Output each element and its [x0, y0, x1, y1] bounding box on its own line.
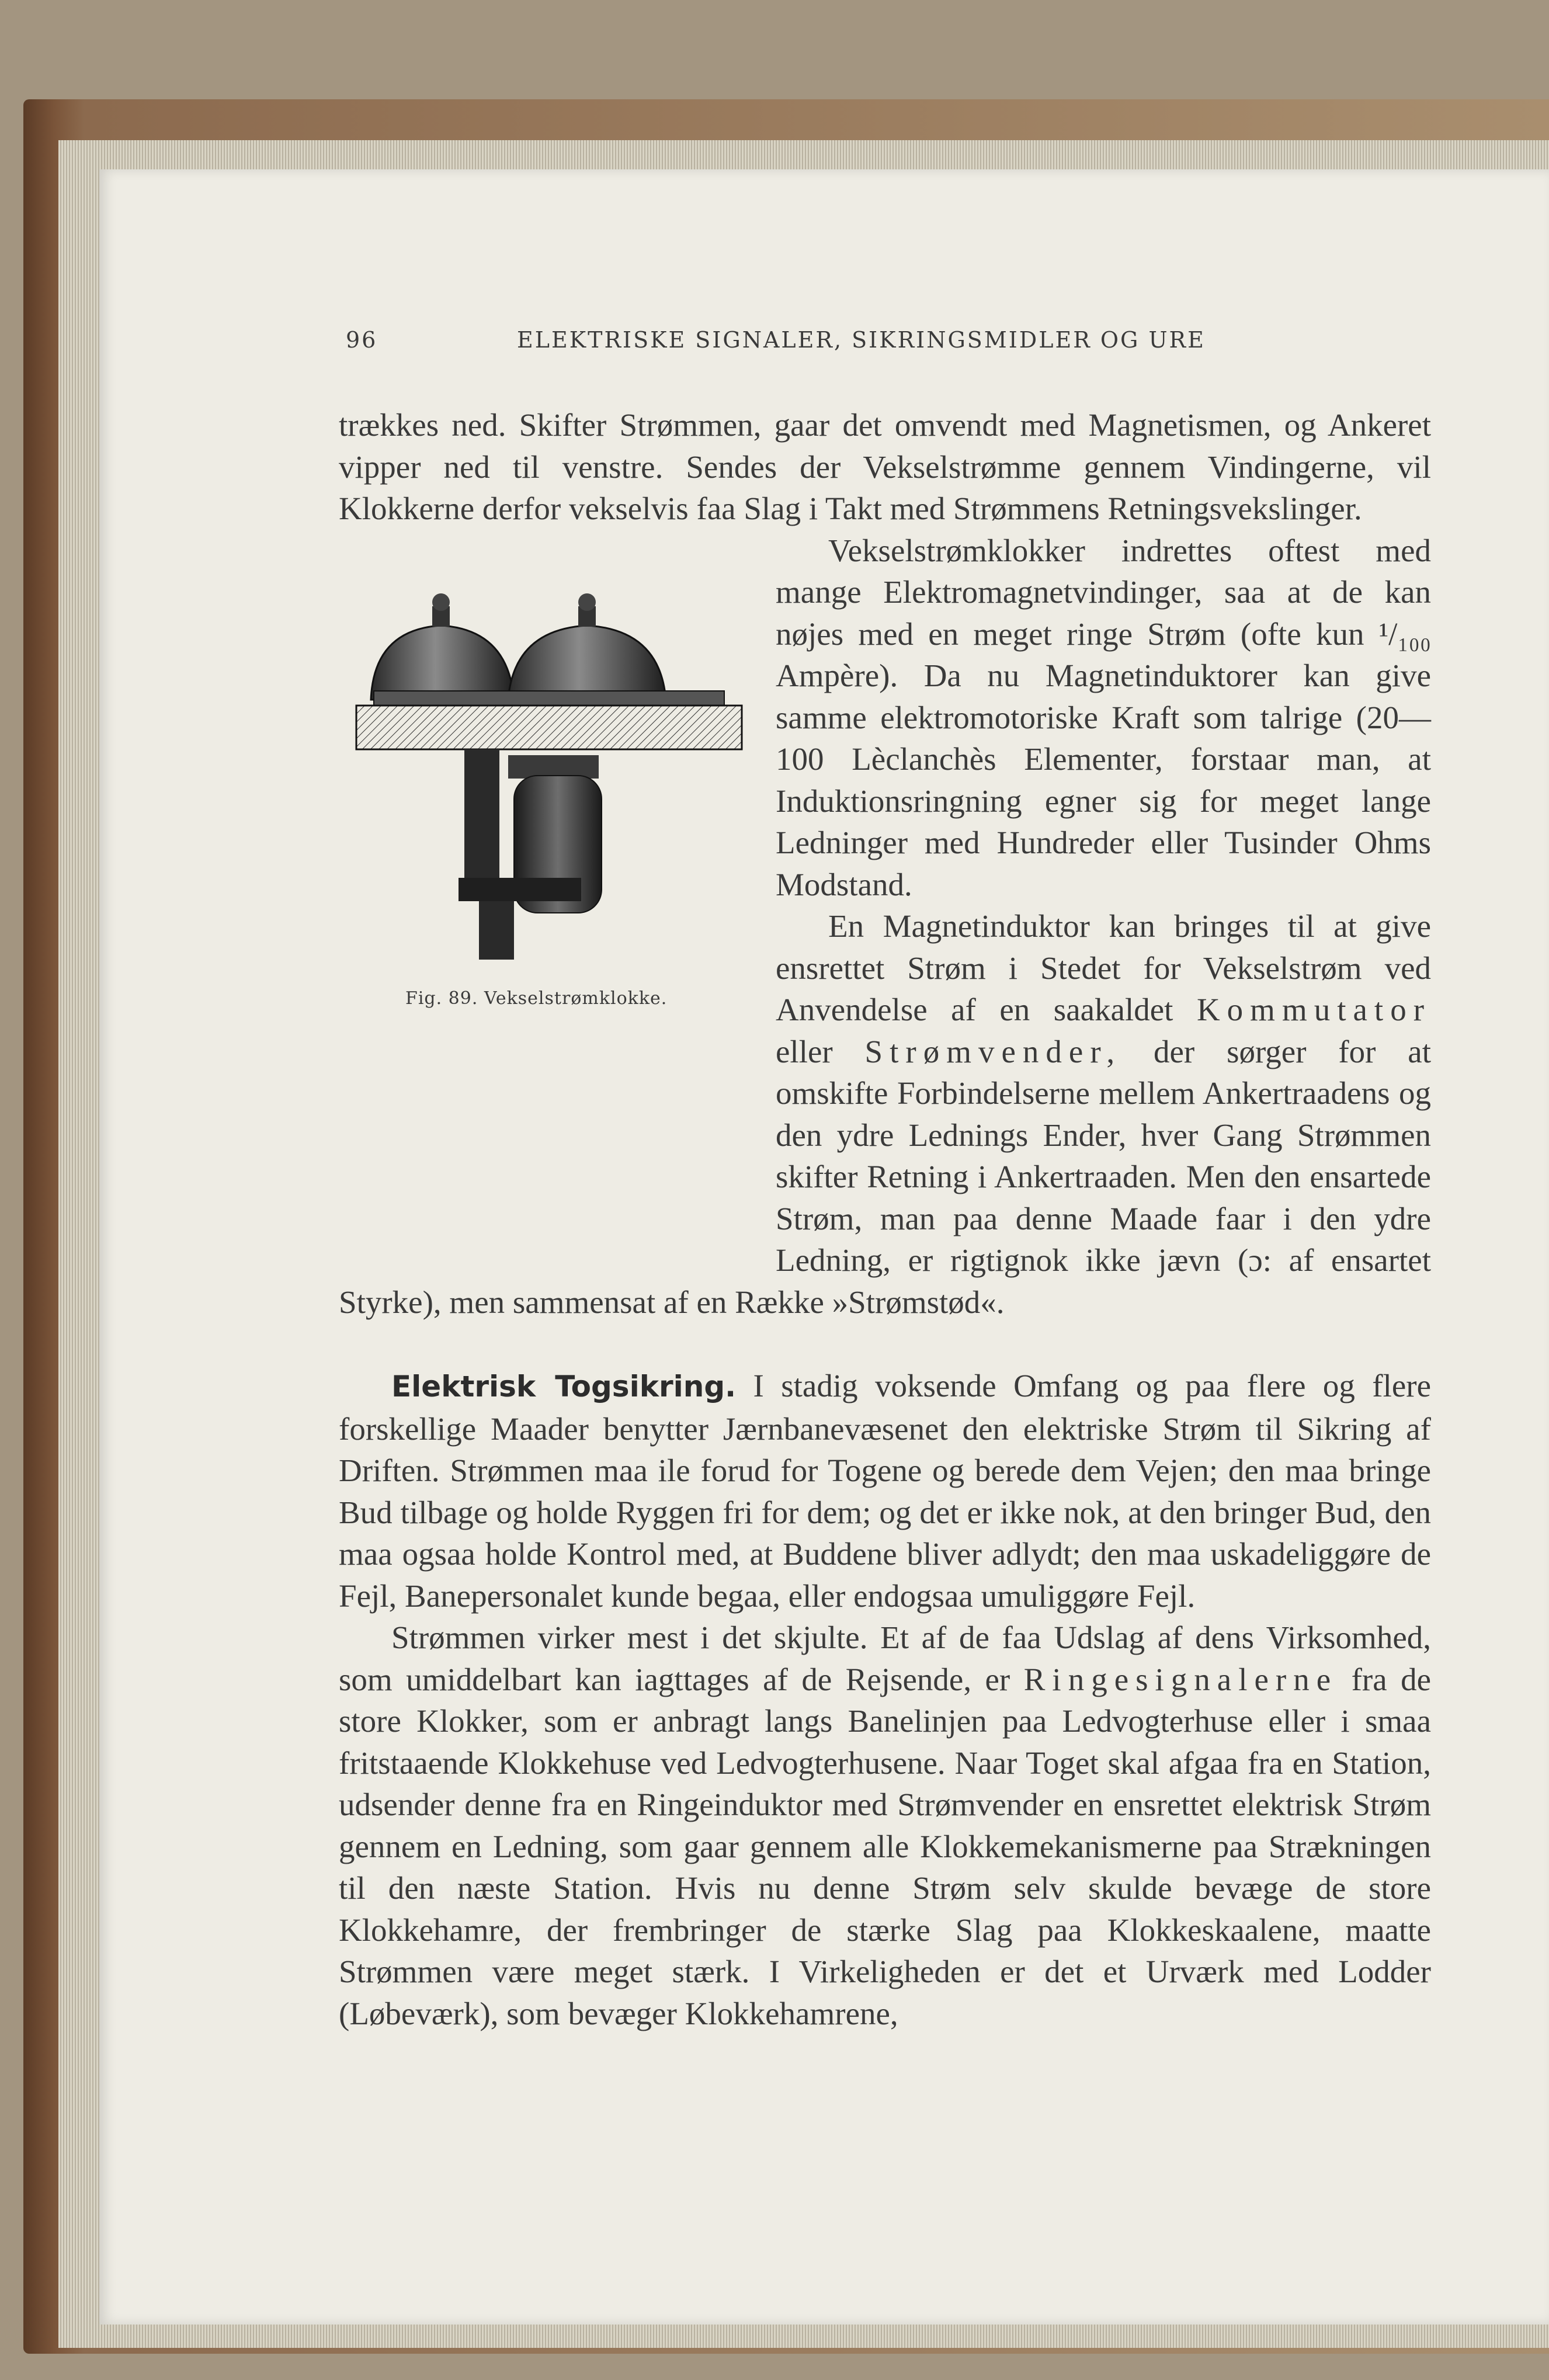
page-number: 96 — [346, 327, 378, 353]
paragraph-2: Vekselstrømklokker indrettes oftest med mange Elektromagnetvindinger, saa at de kan nøjes med en meget ringe Strøm (ofte kun ¹/₁₀₀ Ampère). Da nu Magnetinduktorer kan give samme elektromotoriske Kraft som talrige (20—100 Lèclanchès Elementer, forstaar man, at Induktionsringning egner sig for meget lange Ledninger med Hundreder eller Tusinder Ohms Modstand. — [776, 532, 1431, 902]
term-kommutator: Kommutator — [1196, 992, 1432, 1027]
figure-vekselstromklokke — [339, 530, 748, 1257]
paragraph-3-text-c: der sørger for at omskifte Forbindelserne mellem Ankertraadens og den ydre Lednings Ender, hver Gang Strømmen skifter Retning i Ankertraaden. Men den ensartede Strøm, man paa denne Maade faar i den ydre Ledning, er rigtignok ikke jævn (ɔ: af ensartet Styrke), men sammensat af en Række »Strømstød«. — [339, 1033, 1431, 1320]
page-text-area — [339, 327, 1431, 2034]
term-ringesignalerne: Ringesignalerne — [1023, 1661, 1338, 1697]
term-stromvender: Strømvender, — [864, 1033, 1122, 1069]
paragraph-5-text-b: fra de store Klokker, som er anbragt langs Banelinjen paa Ledvogterhuse eller i smaa fritstaaende Klokkehuse ved Ledvogterhusene. Naar Toget skal afgaa fra en Station, udsender denne fra en Ringeinduktor med Strømvender en ensrettet elektrisk Strøm gennem en Ledning, som gaar gennem alle Klokkemekanismerne paa Strækningen til den næste Station. Hvis nu denne Strøm selv skulde bevæge de store Klokkehamre, der frembringer de stærke Slag paa Klokkeskaalene, maatte Strømmen være meget stærk. I Virkeligheden er det et Urværk med Lodder (Løbeværk), som bevæger Klokkehamrene, — [339, 1661, 1432, 2031]
running-head — [339, 327, 1431, 362]
bell-right-icon — [508, 593, 666, 700]
bell-left-icon — [371, 593, 514, 700]
paragraph-4 — [339, 1365, 1431, 1617]
paragraph-4-text: I stadig voksende Omfang og paa flere og flere forskellige Maader benytter Jærnbanevæsenet den elektriske Strøm til Sikring af Driften. Strømmen maa ile forud for Togene og berede dem Vejen; den maa bringe Bud tilbage og holde Ryggen fri for dem; og det er ikke nok, at den bringer Bud, den maa ogsaa holde Kontrol med, at Buddene bliver adlydt; den maa uskadeliggøre de Fejl, Banepersonalet kunde begaa, eller endogsaa umuliggøre Fejl. — [339, 1368, 1431, 1614]
paragraph-5 — [339, 1617, 1431, 2034]
paragraph-3-text-b: eller — [776, 1033, 833, 1069]
paragraph-3-text-a: En Magnetinduktor kan bringes til at give ensrettet Strøm i Stedet for Vekselstrøm ved Anvendelse af en saakaldet — [776, 908, 1431, 1027]
paragraph-1: trækkes ned. Skifter Strømmen, gaar det omvendt med Magnetismen, og Ankeret vipper ned til venstre. Sendes der Vekselstrømme gennem Vindingerne, vil Klokkerne derfor vekselvis faa Slag i Takt med Strømmens Retningsvekslinger. — [339, 407, 1431, 526]
paragraph-5-text-a: Strømmen virker mest i det skjulte. Et af de faa Udslag af dens Virksomhed, som umiddelbart kan iagttages af de Rejsende, er — [339, 1620, 1431, 1697]
running-head-title: ELEKTRISKE SIGNALER, SIKRINGSMIDLER OG URE — [517, 327, 1206, 353]
section-heading: Elektrisk Togsikring. — [391, 1370, 737, 1403]
bell-illustration — [339, 574, 748, 960]
figure-caption: Fig. 89. Vekselstrømklokke. — [405, 988, 668, 1009]
